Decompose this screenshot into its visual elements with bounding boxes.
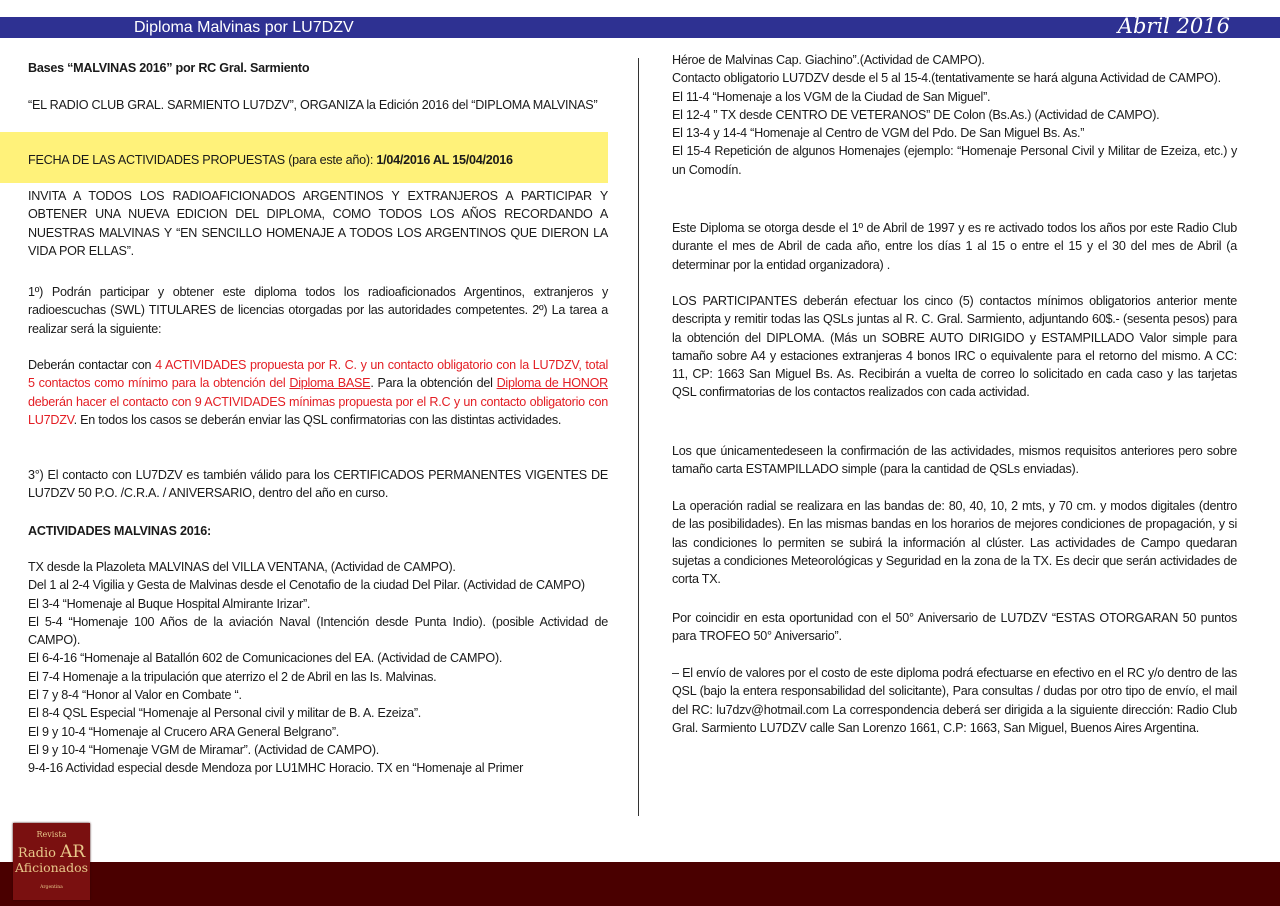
logo-text: Radio	[17, 846, 61, 861]
otorga-paragraph: Este Diploma se otorga desde el 1º de Abril de 1997 y es re activado todos los años por este Radio Club durante el mes de Abril de cada año, entre los días 1 al 15 o entre el 15 y el 30 del mes de Abril (a determinar por la entidad organizadora) .	[672, 221, 1237, 272]
logo-text: AR	[60, 842, 86, 862]
left-column	[28, 0, 608, 820]
aniversario-paragraph: Por coincidir en esta oportunidad con el 50° Aniversario de LU7DZV “ESTAS OTORGARAN 50 puntos para TROFEO 50° Aniversario”.	[672, 611, 1237, 644]
actividad-item: El 8-4 QSL Especial “Homenaje al Personal civil y militar de B. A. Ezeiza”.	[28, 706, 422, 721]
actividad-item: El 7 y 8-4 “Honor al Valor en Combate “.	[28, 688, 242, 703]
text: . En todos los casos se deberán enviar las QSL confirmatorias con las distintas actividades.	[73, 412, 562, 427]
actividad-item: El 6-4-16 “Homenaje al Batallón 602 de Comunicaciones del EA. (Actividad de CAMPO).	[28, 651, 503, 666]
text: . Para la obtención del	[370, 376, 497, 391]
operacion-paragraph: La operación radial se realizara en las bandas de: 80, 40, 10, 2 mts, y 70 cm. y modos digitales (dentro de las posibilidades). En las mismas bandas en los horarios de mejores condiciones de propagación, y si las condiciones lo permiten se subirá la información al clúster. Las actividades de Campo quedaran sujetas a condiciones Meteorológicas y Seguridad en la zona de la TX. Es decir que serán actividades de corta TX.	[672, 499, 1237, 587]
actividad-item: El 9 y 10-4 “Homenaje al Crucero ARA General Belgrano”.	[28, 724, 340, 739]
actividad-item: El 11-4 “Homenaje a los VGM de la Ciudad de San Miguel”.	[672, 89, 991, 104]
logo-text	[13, 842, 90, 862]
footer-bar	[0, 862, 1280, 906]
confirmacion-paragraph: Los que únicamentedeseen la confirmación de las actividades, mismos requisitos anteriores pero sobre tamaño carta ESTAMPILLADO simple (para la cantidad de QSLs enviadas).	[672, 444, 1237, 477]
logo-text: Argentina	[40, 885, 63, 890]
column-divider	[638, 58, 639, 816]
header-title: Diploma Malvinas por LU7DZV	[134, 19, 354, 36]
diploma-honor-link[interactable]: Diploma de HONOR	[496, 376, 609, 391]
fecha-value: 1/04/2016 AL 15/04/2016	[376, 153, 513, 167]
actividad-item: El 12-4 ” TX desde CENTRO DE VETERANOS” DE Colon (Bs.As.) (Actividad de CAMPO).	[672, 107, 1160, 122]
actividad-item: El 15-4 Repetición de algunos Homenajes (ejemplo: “Homenaje Personal Civil y Militar de Ezeiza, etc.) y un Comodín.	[672, 144, 1237, 177]
actividad-item: El 13-4 y 14-4 “Homenaje al Centro de VGM del Pdo. De San Miguel Bs. As.”	[672, 126, 1085, 141]
fecha-paragraph	[28, 151, 608, 169]
actividad-item: Contacto obligatorio LU7DZV desde el 5 al 15-4.(tentativamente se hará alguna Actividad de CAMPO).	[672, 71, 1221, 86]
text: Deberán contactar con	[28, 358, 156, 372]
actividad-item: El 3-4 “Homenaje al Buque Hospital Almirante Irizar”.	[28, 596, 311, 611]
actividades-list-continued	[672, 51, 1237, 179]
invita-paragraph: INVITA A TODOS LOS RADIOAFICIONADOS ARGENTINOS Y EXTRANJEROS A PARTICIPAR Y OBTENER UNA NUEVA EDICION DEL DIPLOMA, COMO TODOS LOS AÑOS RECORDANDO A NUESTRAS MALVINAS Y “EN SENCILLO HOMENAJE A TODOS LOS ARGENTINOS QUE DIERON LA VIDA POR ELLAS”.	[28, 189, 608, 258]
actividad-item: El 5-4 “Homenaje 100 Años de la aviación Naval (Intención desde Punta Indio). (posible Actividad de CAMPO).	[28, 614, 608, 648]
actividad-item: El 9 y 10-4 “Homenaje VGM de Miramar”. (Actividad de CAMPO).	[28, 742, 380, 757]
diploma-base-link[interactable]: Diploma BASE	[289, 376, 371, 391]
header-date: Abril 2016	[1117, 14, 1230, 38]
red-text: deberán hacer el contacto con 9 ACTIVIDADES mínimas propuesta por el R.C y un contacto obligatorio con LU7DZV	[28, 394, 608, 427]
actividad-item: Del 1 al 2-4 Vigilia y Gesta de Malvinas desde el Cenotafio de la ciudad Del Pilar. (Actividad de CAMPO)	[28, 578, 585, 593]
fecha-label: FECHA DE LAS ACTIVIDADES PROPUESTAS (para este año):	[28, 153, 377, 167]
actividad-item: TX desde la Plazoleta MALVINAS del VILLA VENTANA, (Actividad de CAMPO).	[28, 560, 456, 574]
actividades-title: ACTIVIDADES MALVINAS 2016:	[28, 524, 211, 538]
logo-text: Revista	[36, 830, 67, 839]
bases-title: Bases “MALVINAS 2016” por RC Gral. Sarmiento	[28, 61, 310, 75]
envio-paragraph: – El envío de valores por el costo de este diploma podrá efectuarse en efectivo en el RC y/o dentro de las QSL (bajo la entera responsabilidad del solicitante), Para consultas / dudas por otro tipo de envío, el mail del RC: lu7dzv@hotmail.com La correspondencia deberá ser dirigida a la siguiente dirección: Radio Club Gral. Sarmiento LU7DZV calle San Lorenzo 1661, C.P: 1663, San Miguel, Buenos Aires Argentina.	[672, 666, 1237, 735]
organiza-paragraph: “EL RADIO CLUB GRAL. SARMIENTO LU7DZV”, ORGANIZA la Edición 2016 del “DIPLOMA MALVINAS”	[28, 98, 598, 112]
contacto-valido-paragraph: 3°) El contacto con LU7DZV es también válido para los CERTIFICADOS PERMANENTES VIGENTES DE LU7DZV 50 P.O. /C.R.A. / ANIVERSARIO, dentro del año en curso.	[28, 468, 608, 501]
actividad-item: Héroe de Malvinas Cap. Giachino”.(Actividad de CAMPO).	[672, 53, 985, 67]
actividad-item: El 7-4 Homenaje a la tripulación que aterrizo el 2 de Abril en las Is. Malvinas.	[28, 669, 437, 684]
participantes-paragraph: LOS PARTICIPANTES deberán efectuar los cinco (5) contactos mínimos obligatorios anterior mente descripta y remitir todas las QSLs juntas al R. C. Gral. Sarmiento, adjuntando 60$.- (sesenta pesos) para la obtención del DIPLOMA. (Más un SOBRE AUTO DIRIGIDO y ESTAMPILLADO Valor simple para tamaño sobre A4 y estaciones extranjeras 4 bonos IRC o equivalente para el retorno del mismo. A CC: 11, CP: 1663 San Miguel Bs. As. Recibirán a vuelta de correo lo solicitado en cada caso y las tarjetas QSL confirmatorias de los contactos realizados con cada actividad.	[672, 294, 1237, 400]
actividad-item: 9-4-16 Actividad especial desde Mendoza por LU1MHC Horacio. TX en “Homenaje al Primer	[28, 761, 524, 776]
logo-text: Aficionados	[14, 860, 89, 875]
actividades-list	[28, 558, 608, 778]
right-column	[672, 0, 1237, 820]
red-text: 4 ACTIVIDADES propuesta por R. C. y un contacto obligatorio con la LU7DZV, total 5 contactos como mínimo para la obtención del	[28, 358, 608, 391]
revista-logo	[13, 823, 90, 900]
participar-paragraph: 1º) Podrán participar y obtener este diploma todos los radioaficionados Argentinos, extranjeros y radioescuchas (SWL) TITULARES de licencias otorgadas por las autoridades competentes. 2º) La tarea a realizar será la siguiente:	[28, 285, 608, 336]
contactar-paragraph	[28, 356, 608, 429]
